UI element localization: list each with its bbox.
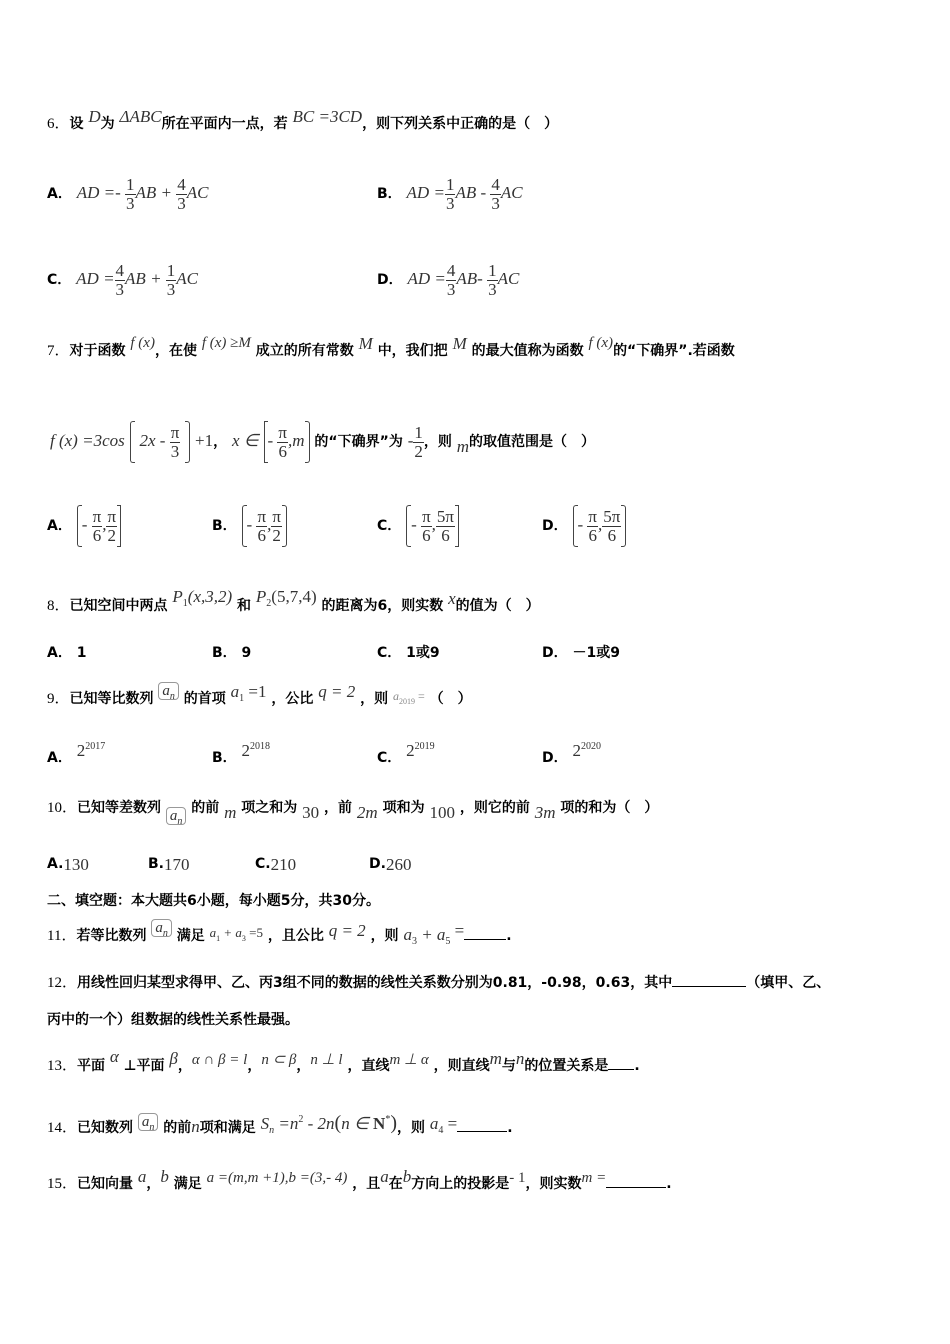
q11-stem: 11．若等比数列 $a_n$ 满足 $a_1 + a_3 =5$ ，且公比 q = 2 ，则 $a_3 + a_5$ = .	[47, 920, 512, 947]
q9-stem: 9．已知等比数列 $a_n$ 的首项 $a_1 =1$ ，公比 q = 2 ，则 $a_{2019}$ = （ ）	[47, 682, 472, 707]
q6-option-a[interactable]: A． AD =- $\frac{1}{3}$ AB + $\frac{4}{3}$ AC	[47, 174, 209, 213]
q8-stem: 8．已知空间中两点 $P_1(x,3,2)$ 和 $P_2(5,7,4)$ 的距离为6，则实数 x的值为（ ）	[47, 587, 540, 614]
q8-option-a[interactable]: A． 1	[47, 645, 87, 661]
q10-option-b[interactable]: B.170	[148, 855, 190, 874]
q15-stem: 15．已知向量 a，b 满足 a =(m,m +1),b =(3,- 4) ，且a在b方向上的投影是- 1，则实数m = .	[47, 1167, 672, 1192]
q15-answer-blank[interactable]	[606, 1187, 666, 1188]
q10-stem: 10．已知等差数列 $a_n$ 的前 m 项之和为 30 ，前 2m 项和为 100 ，则它的前 3m 项的和为（ ）	[47, 800, 659, 827]
q9-option-d[interactable]: D． $2^{2020}$	[542, 741, 601, 766]
q13-stem: 13．平面 α ⊥平面 β，α ∩ β = l，n ⊂ β，n ⊥ l ，直线m ⊥ α ，则直线m与n的位置关系是 .	[47, 1047, 640, 1074]
q12-stem-line2: 丙中的一个）组数据的线性关系性最强。	[47, 1012, 299, 1028]
q6-option-d[interactable]: D． AD = $\frac{4}{3}$ AB- $\frac{1}{3}$ AC	[377, 260, 520, 299]
q11-answer-blank[interactable]	[464, 939, 506, 940]
q7-option-a[interactable]: A． - $\frac{\pi}{6}$ , $\frac{\pi}{2}$	[47, 503, 121, 548]
q8-option-c[interactable]: C． 1或9	[377, 645, 440, 661]
q6-stem: 6．设 D为 ΔABC所在平面内一点，若 BC =3CD，则下列关系中正确的是（ ）	[47, 107, 559, 132]
q7-option-b[interactable]: B． - $\frac{\pi}{6}$ , $\frac{\pi}{2}$	[212, 503, 287, 548]
q6-option-b[interactable]: B． AD = $\frac{1}{3}$ AB - $\frac{4}{3}$ AC	[377, 174, 523, 213]
q6-option-c[interactable]: C． AD = $\frac{4}{3}$ AB + $\frac{1}{3}$ AC	[47, 260, 199, 299]
q7-stem-line1: 7．对于函数 f (x)，在使 f (x) ≥M 成立的所有常数 M 中，我们把 M 的最大值称为函数 f (x)的“下确界”.若函数	[47, 334, 735, 359]
q12-answer-blank[interactable]	[672, 986, 746, 987]
q14-answer-blank[interactable]	[457, 1131, 507, 1132]
q8-option-b[interactable]: B． 9	[212, 645, 252, 661]
q7-option-d[interactable]: D． - $\frac{\pi}{6}$ , $\frac{5\pi}{6}$	[542, 503, 626, 548]
q9-option-b[interactable]: B． $2^{2018}$	[212, 741, 271, 766]
q7-stem-line2: f (x) =3cos 2x - $\frac{\pi}{3}$ +1， x ∈ - $\frac{\pi}{6}$ ,m 的“下确界”为 - $\frac{1}{2}$ ，则 m的取值范围是（ ）	[50, 418, 595, 465]
q9-option-a[interactable]: A． $2^{2017}$	[47, 741, 106, 766]
q8-option-d[interactable]: D． －1或9	[542, 645, 620, 661]
q9-option-c[interactable]: C． $2^{2019}$	[377, 741, 435, 766]
q10-option-d[interactable]: D.260	[369, 855, 412, 874]
q12-stem-line1: 12．用线性回归某型求得甲、乙、丙3组不同的数据的线性关系数分别为0.81，-0.98，0.63，其中 （填甲、乙、	[47, 975, 831, 991]
q10-option-c[interactable]: C.210	[255, 855, 297, 874]
section-heading: 二、填空题：本大题共6小题，每小题5分，共30分。	[47, 893, 380, 909]
q7-option-c[interactable]: C． - $\frac{\pi}{6}$ , $\frac{5\pi}{6}$	[377, 503, 459, 548]
q14-stem: 14．已知数列 $a_n$ 的前n项和满足 $S_n =n^2 - 2n(n$ ∈ N*)，则 $a_4$ = .	[47, 1112, 513, 1136]
q13-answer-blank[interactable]	[608, 1069, 634, 1070]
q10-option-a[interactable]: A.130	[47, 855, 89, 874]
